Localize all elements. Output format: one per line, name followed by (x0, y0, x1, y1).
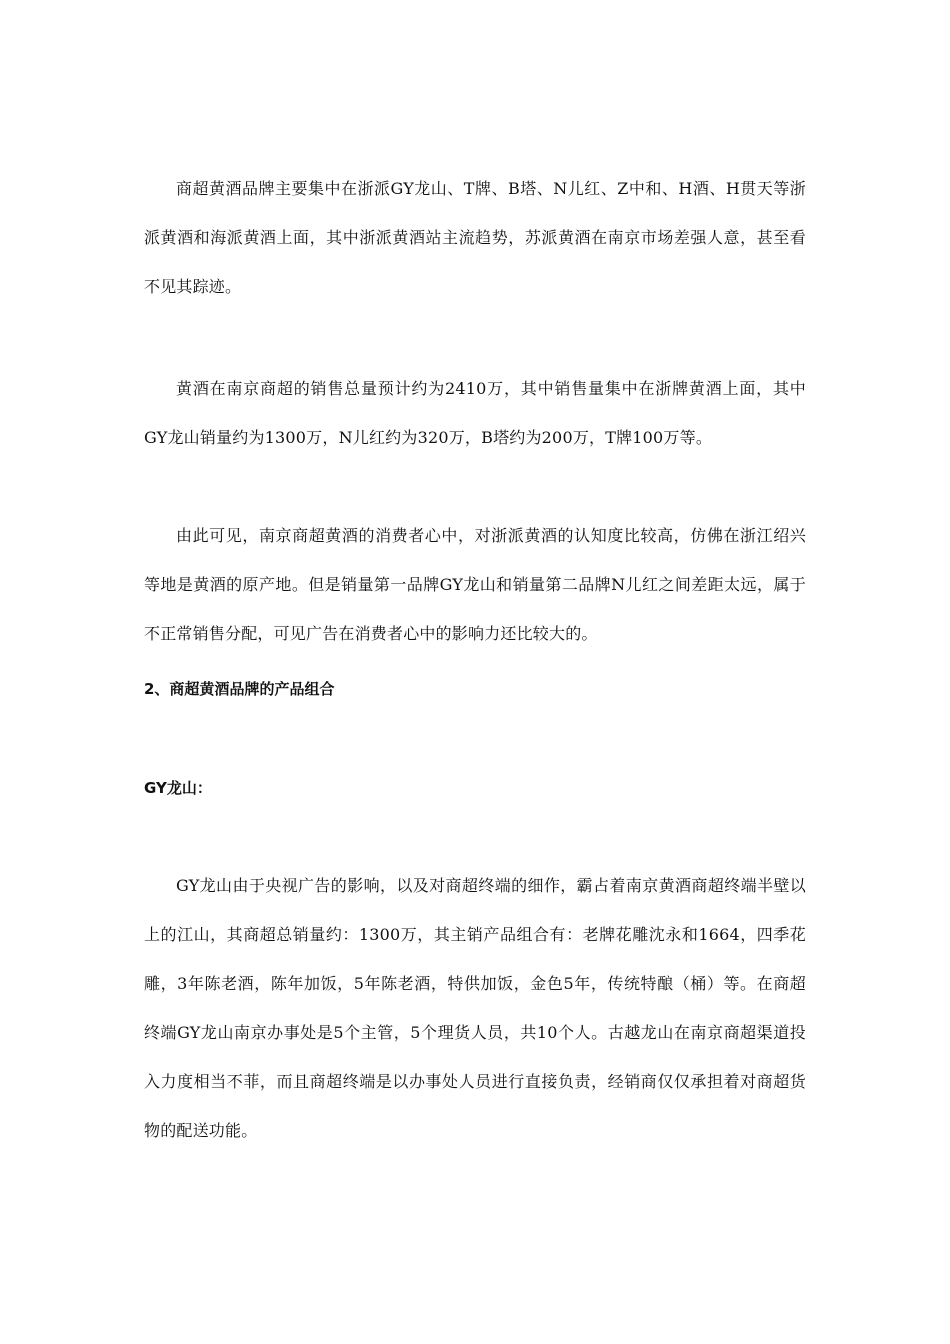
paragraph-sales-volume: 黄酒在南京商超的销售总量预计约为2410万，其中销售量集中在浙牌黄酒上面，其中GY龙山销量约为1300万，N儿红约为320万，B塔约为200万，T牌100万等。 (144, 379, 806, 447)
paragraph-consumer-perception: 由此可见，南京商超黄酒的消费者心中，对浙派黄酒的认知度比较高，仿佛在浙江绍兴等地是黄酒的原产地。但是销量第一品牌GY龙山和销量第二品牌N儿红之间差距太远，属于不正常销售分配，可见广告在消费者心中的影响力还比较大的。 (144, 526, 806, 643)
subheading-gy-longshan: GY龙山： (144, 779, 212, 797)
paragraph-gy-longshan-details: GY龙山由于央视广告的影响，以及对商超终端的细作，霸占着南京黄酒商超终端半壁以上的江山，其商超总销量约：1300万，其主销产品组合有：老牌花雕沈永和1664，四季花雕，3年陈老酒，陈年加饭，5年陈老酒，特供加饭，金色5年，传统特酿（桶）等。在商超终端GY龙山南京办事处是5个主管，5个理货人员，共10个人。古越龙山在南京商超渠道投入力度相当不菲，而且商超终端是以办事处人员进行直接负责，经销商仅仅承担着对商超货物的配送功能。 (144, 876, 806, 1140)
paragraph-brand-concentration: 商超黄酒品牌主要集中在浙派GY龙山、T牌、B塔、N儿红、Z中和、H酒、H贯天等浙派黄酒和海派黄酒上面，其中浙派黄酒站主流趋势，苏派黄酒在南京市场差强人意，甚至看不见其踪迹。 (144, 179, 806, 296)
section-heading-product-mix: 2、商超黄酒品牌的产品组合 (144, 680, 335, 698)
